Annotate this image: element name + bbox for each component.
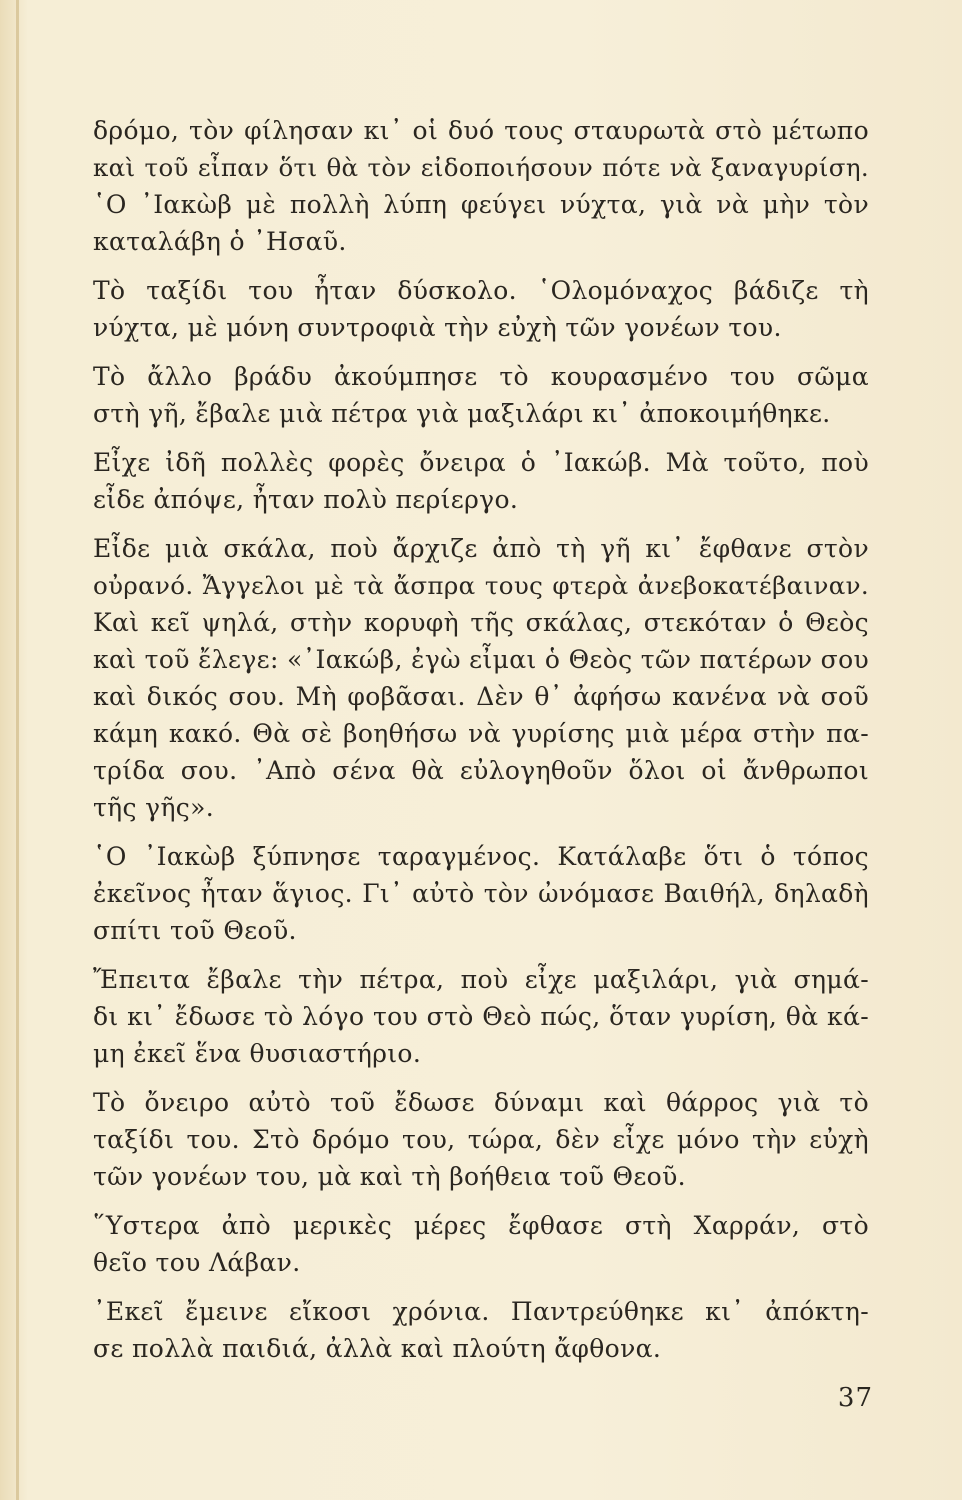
paragraph	[93, 1293, 875, 1367]
page-number: 37	[837, 1383, 873, 1413]
paragraph	[93, 530, 875, 826]
paragraph	[93, 961, 875, 1072]
binding-edge	[16, 0, 19, 1500]
text-line: τῶν γονέων του, μὰ καὶ τὴ βοήθεια τοῦ Θεοῦ.	[93, 1162, 686, 1191]
paragraph	[93, 112, 875, 260]
text-line: σε πολλὰ παιδιά, ἀλλὰ καὶ πλούτη ἄφθονα.	[93, 1334, 662, 1363]
text-line: Τὸ ταξίδι του ἦταν δύσκολο. ῾Ολομόναχος βάδιζε τὴ	[93, 276, 869, 305]
text-line: Τὸ ἄλλο βράδυ ἀκούμπησε τὸ κουρασμένο του σῶμα	[93, 362, 869, 391]
body-text	[93, 112, 875, 1367]
paragraph	[93, 444, 875, 518]
text-line: ἐκεῖνος ἦταν ἅγιος. Γι᾽ αὐτὸ τὸν ὠνόμασε Βαιθήλ, δηλαδὴ	[93, 879, 869, 908]
text-line: κάμη κακό. Θὰ σὲ βοηθήσω νὰ γυρίσης μιὰ μέρα στὴν πα-	[93, 719, 869, 748]
text-line: τρίδα σου. ᾽Απὸ σένα θὰ εὐλογηθοῦν ὅλοι οἱ ἄνθρωποι	[93, 756, 869, 785]
text-line: Ἔπειτα ἔβαλε τὴν πέτρα, ποὺ εἶχε μαξιλάρι, γιὰ σημά-	[93, 965, 869, 994]
text-line: σπίτι τοῦ Θεοῦ.	[93, 916, 297, 945]
paragraph	[93, 272, 875, 346]
text-line: δι κι᾽ ἔδωσε τὸ λόγο του στὸ Θεὸ πώς, ὅταν γυρίση, θὰ κά-	[93, 1002, 869, 1031]
paragraph	[93, 1207, 875, 1281]
paragraph	[93, 1084, 875, 1195]
text-line: εἶδε ἀπόψε, ἦταν πολὺ περίεργο.	[93, 485, 519, 514]
text-line: καὶ δικός σου. Μὴ φοβᾶσαι. Δὲν θ᾽ ἀφήσω κανένα νὰ σοῦ	[93, 682, 869, 711]
text-line: ῞Υστερα ἀπὸ μερικὲς μέρες ἔφθασε στὴ Χαρράν, στὸ	[93, 1211, 869, 1240]
text-line: Εἶχε ἰδῆ πολλὲς φορὲς ὄνειρα ὁ ᾽Ιακώβ. Μὰ τοῦτο, ποὺ	[93, 448, 869, 477]
text-line: ῾Ο ᾽Ιακὼβ ξύπνησε ταραγμένος. Κατάλαβε ὅτι ὁ τόπος	[93, 842, 869, 871]
text-line: θεῖο του Λάβαν.	[93, 1248, 301, 1277]
text-line: ταξίδι του. Στὸ δρόμο του, τώρα, δὲν εἶχε μόνο τὴν εὐχὴ	[93, 1125, 869, 1154]
text-line: καὶ τοῦ εἶπαν ὅτι θὰ τὸν εἰδοποιήσουν πότε νὰ ξαναγυρίση.	[93, 153, 869, 182]
text-line: μη ἐκεῖ ἕνα θυσιαστήριο.	[93, 1039, 422, 1068]
text-line: Τὸ ὄνειρο αὐτὸ τοῦ ἔδωσε δύναμι καὶ θάρρος γιὰ τὸ	[93, 1088, 869, 1117]
text-line: δρόμο, τὸν φίλησαν κι᾽ οἱ δυό τους σταυρωτὰ στὸ μέτωπο	[93, 116, 869, 145]
paragraph	[93, 358, 875, 432]
text-line: ῾Ο ᾽Ιακὼβ μὲ πολλὴ λύπη φεύγει νύχτα, γιὰ νὰ μὴν τὸν	[93, 190, 869, 219]
text-line: νύχτα, μὲ μόνη συντροφιὰ τὴν εὐχὴ τῶν γονέων του.	[93, 313, 782, 342]
text-line: Καὶ κεῖ ψηλά, στὴν κορυφὴ τῆς σκάλας, στεκόταν ὁ Θεὸς	[93, 608, 869, 637]
paragraph	[93, 838, 875, 949]
text-line: Εἶδε μιὰ σκάλα, ποὺ ἄρχιζε ἀπὸ τὴ γῆ κι᾽ ἔφθανε στὸν	[93, 534, 869, 563]
text-line: οὐρανό. Ἄγγελοι μὲ τὰ ἄσπρα τους φτερὰ ἀνεβοκατέβαιναν.	[93, 571, 869, 600]
text-line: ᾽Εκεῖ ἔμεινε εἴκοσι χρόνια. Παντρεύθηκε κι᾽ ἀπόκτη-	[93, 1297, 869, 1326]
text-line: στὴ γῆ, ἔβαλε μιὰ πέτρα γιὰ μαξιλάρι κι᾽ ἀποκοιμήθηκε.	[93, 399, 831, 428]
text-line: καὶ τοῦ ἔλεγε: «᾽Ιακώβ, ἐγὼ εἶμαι ὁ Θεὸς τῶν πατέρων σου	[93, 645, 869, 674]
text-line: τῆς γῆς».	[93, 793, 215, 822]
text-line: καταλάβη ὁ ᾽Ησαῦ.	[93, 227, 347, 256]
